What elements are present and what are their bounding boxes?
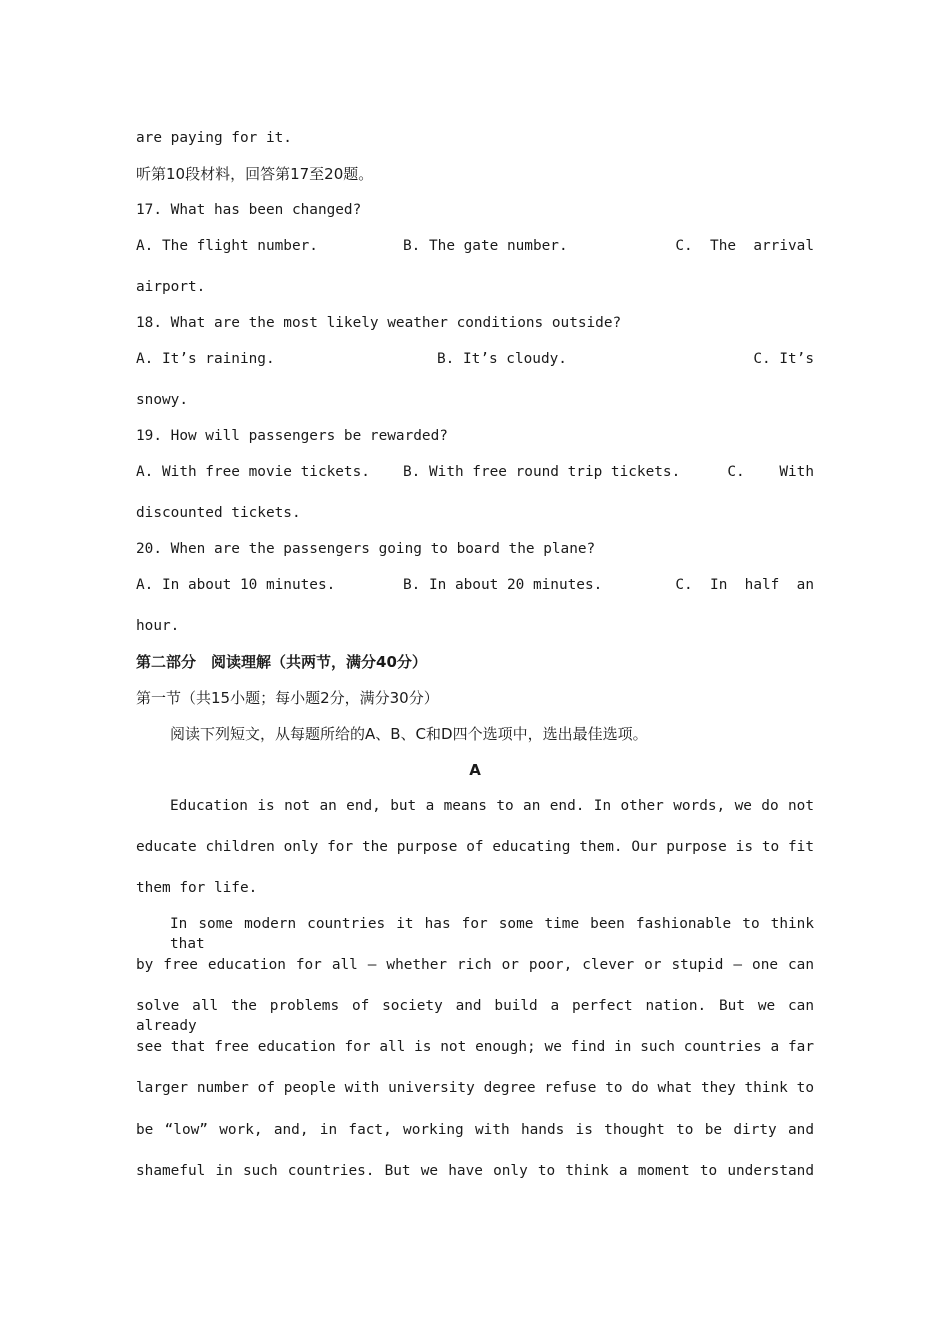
option-c-continued: snowy.	[136, 392, 188, 408]
question-17: 17. What has been changed?	[136, 202, 362, 218]
passage-line: see that free education for all is not enough; we find in such countries a far	[136, 1039, 814, 1055]
option-c-continued: discounted tickets.	[136, 505, 301, 521]
option-a: A. In about 10 minutes.	[136, 577, 336, 593]
option-a: A. It’s raining.	[136, 351, 275, 367]
reading-instructions: 阅读下列短文，从每题所给的A、B、C和D四个选项中，选出最佳选项。	[170, 725, 648, 743]
passage-line: by free education for all – whether rich or poor, clever or stupid – one can	[136, 957, 814, 973]
question-19: 19. How will passengers be rewarded?	[136, 428, 448, 444]
option-c-continued: hour.	[136, 618, 180, 634]
option-b: B. With free round trip tickets.	[403, 464, 681, 480]
passage-line: In some modern countries it has for some time been fashionable to think that	[170, 916, 814, 952]
option-c: C. In half an	[675, 577, 814, 593]
passage-line: shameful in such countries. But we have only to think a moment to understand	[136, 1163, 814, 1179]
passage-line: solve all the problems of society and build a perfect nation. But we can already	[136, 998, 814, 1034]
option-b: B. In about 20 minutes.	[403, 577, 603, 593]
passage-title: A	[469, 761, 481, 779]
option-c: C. With	[727, 464, 814, 480]
section-heading: 第一节（共15小题；每小题2分，满分30分）	[136, 689, 439, 707]
option-b: B. It’s cloudy.	[437, 351, 567, 367]
option-a: A. With free movie tickets.	[136, 464, 370, 480]
listening-instruction: 听第10段材料，回答第17至20题。	[136, 165, 374, 183]
question-18: 18. What are the most likely weather conditions outside?	[136, 315, 622, 331]
option-c-continued: airport.	[136, 279, 206, 295]
text-line: are paying for it.	[136, 130, 292, 146]
passage-line: them for life.	[136, 880, 258, 896]
part-heading: 第二部分 阅读理解（共两节，满分40分）	[136, 653, 427, 671]
passage-line: be “low” work, and, in fact, working with hands is thought to be dirty and	[136, 1122, 814, 1138]
passage-line: larger number of people with university degree refuse to do what they think to	[136, 1080, 814, 1096]
passage-line: Education is not an end, but a means to an end. In other words, we do not	[170, 798, 814, 814]
question-20: 20. When are the passengers going to board the plane?	[136, 541, 596, 557]
option-b: B. The gate number.	[403, 238, 568, 254]
option-a: A. The flight number.	[136, 238, 318, 254]
option-c: C. The arrival	[675, 238, 814, 254]
option-c: C. It’s	[753, 351, 814, 367]
passage-line: educate children only for the purpose of educating them. Our purpose is to fit	[136, 839, 814, 855]
